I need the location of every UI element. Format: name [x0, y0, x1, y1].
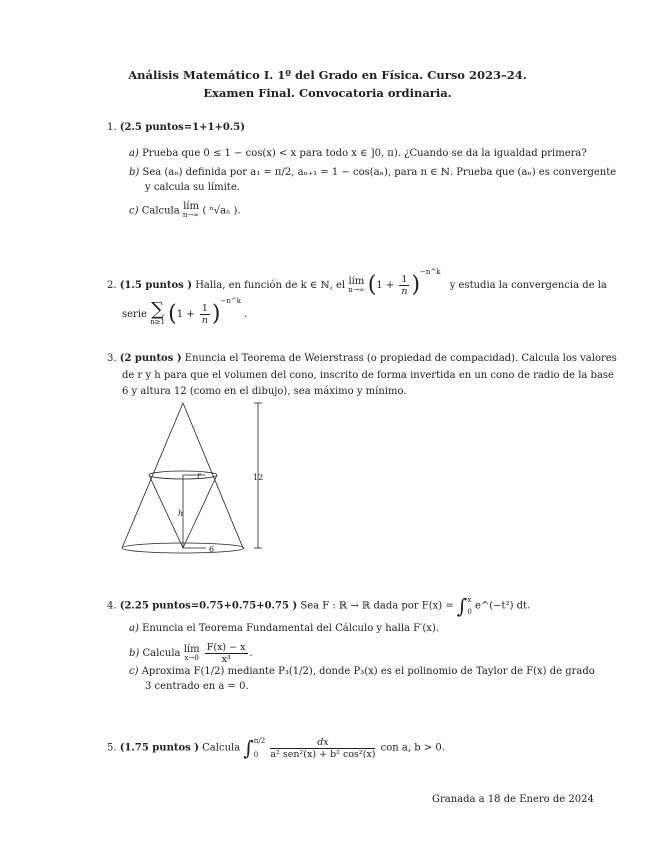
outer-cone-left-edge — [122, 403, 183, 548]
part-label: a) — [129, 148, 139, 159]
q4-part-c-cont: 3 centrado en a = 0. — [145, 681, 249, 692]
part-label: c) — [129, 666, 139, 677]
question-3-line2: de r y h para que el volumen del cono, inscrito de forma invertida en un cono de radio de la base — [122, 370, 614, 381]
q4-part-a — [129, 622, 439, 636]
question-2-line2: serie ∑ n≥1 (1 + $\frac{1}{n}$ )$^{-n\^{}k}$ . — [122, 297, 248, 327]
question-number: 1. — [107, 122, 117, 133]
question-2-line1: 2. (1.5 puntos ) Halla, en función de k ∈ ℕ, el lím n→∞ (1 + $\frac{1}{n}$ )$^{-n\^{}k}$ y estudia la convergencia de la — [107, 268, 607, 298]
q4-part-b: b) Calcula lím x→0 $\frac{F(x) - x}{\text{x³}}$ . — [129, 642, 253, 665]
exponent: −n^k — [420, 268, 441, 276]
q4-part-c — [129, 665, 595, 679]
part-text: Calcula — [141, 205, 180, 217]
label-6: 6 — [209, 545, 215, 554]
inner-cone-right-edge — [183, 475, 217, 548]
question-text: Calcula — [202, 742, 241, 754]
question-text: Sea F : ℝ → ℝ dada por F(x) = — [300, 600, 454, 612]
limit-expression: ( ⁿ√aₙ ). — [202, 205, 241, 217]
question-text: Halla, en función de k ∈ ℕ, el — [195, 280, 346, 291]
part-text: Enuncia el Teorema Fundamental del Cálculo y halla F′(x). — [142, 623, 439, 634]
part-text: Calcula — [142, 648, 181, 659]
question-5: 5. (1.75 puntos ) Calcula ∫ π/2 0 $\frac{dx}{\text{a² sen²(x) + b² cos²(x)}}$ con a, b > 0. — [107, 736, 445, 760]
label-r: r — [197, 471, 201, 480]
question-number: 4. — [107, 600, 117, 612]
question-text-end: con a, b > 0. — [380, 742, 445, 754]
part-label: c) — [129, 205, 139, 217]
serie-label: serie — [122, 309, 147, 320]
part-text: Aproxima F(1/2) mediante P₃(1/2), donde P₃(x) es el polinomio de Taylor de F(x) de grado — [141, 666, 595, 677]
question-4-header: 4. (2.25 puntos=0.75+0.75+0.75 ) Sea F : ℝ → ℝ dada por F(x) = ∫ x 0 e^(−t²) dt. — [107, 594, 531, 618]
limit-operator: lím x→0 — [183, 643, 200, 662]
integrand-fraction: $\frac{dx}{\text{a² sen²(x) + b² cos²(x)}}$ — [270, 736, 376, 760]
part-label: b) — [129, 167, 140, 178]
q1-part-b-cont: y calcula su límite. — [145, 182, 240, 193]
sum-operator: ∑ n≥1 — [150, 299, 165, 326]
part-text: Prueba que 0 ≤ 1 − cos(x) < x para todo x ∈ ]0, π). ¿Cuando se da la igualdad primera? — [142, 148, 587, 159]
limit-operator: lím n→∞ — [182, 201, 200, 219]
question-points: (2.5 puntos=1+1+0.5) — [119, 122, 245, 133]
question-number: 2. — [107, 280, 117, 291]
part-label: b) — [129, 648, 140, 659]
integral-sign: ∫ — [456, 594, 468, 618]
question-text: Enuncia el Teorema de Weierstrass (o propiedad de compacidad). Calcula los valores — [184, 353, 617, 364]
question-number: 3. — [107, 353, 117, 364]
question-points: (1.75 puntos ) — [119, 742, 199, 754]
limit-operator: lím n→∞ — [348, 275, 365, 294]
part-label: a) — [129, 623, 139, 634]
outer-cone-right-edge — [183, 403, 243, 548]
label-h: h — [178, 509, 184, 518]
question-points: (2 puntos ) — [119, 353, 182, 364]
part-text: Sea (aₙ) definida por a₁ = π/2, aₙ₊₁ = 1 − cos(aₙ), para n ∈ ℕ. Prueba que (aₙ) es convergente — [142, 167, 617, 178]
question-number: 5. — [107, 742, 117, 754]
integral-sign: ∫ — [243, 736, 254, 760]
question-points: (2.25 puntos=0.75+0.75+0.75 ) — [119, 600, 298, 612]
question-3-line3: 6 y altura 12 (como en el dibujo), sea máximo y mínimo. — [122, 386, 407, 397]
fraction: $\frac{F(x) - x}{\text{x³}}$ — [206, 642, 246, 665]
integrand: e^(−t²) dt. — [474, 600, 531, 612]
label-12: 12 — [253, 473, 264, 482]
expr-open: 1 + — [376, 280, 395, 291]
question-text: y estudia la convergencia de la — [449, 280, 607, 291]
fraction: $\frac{1}{n}$ — [401, 274, 408, 297]
exam-title-line1: Análisis Matemático I. 1º del Grado en Física. Curso 2023–24. — [128, 68, 527, 82]
place-date: Granada a 18 de Enero de 2024 — [432, 794, 594, 805]
exam-title-line2: Examen Final. Convocatoria ordinaria. — [203, 86, 452, 100]
question-points: (1.5 puntos ) — [119, 280, 193, 291]
